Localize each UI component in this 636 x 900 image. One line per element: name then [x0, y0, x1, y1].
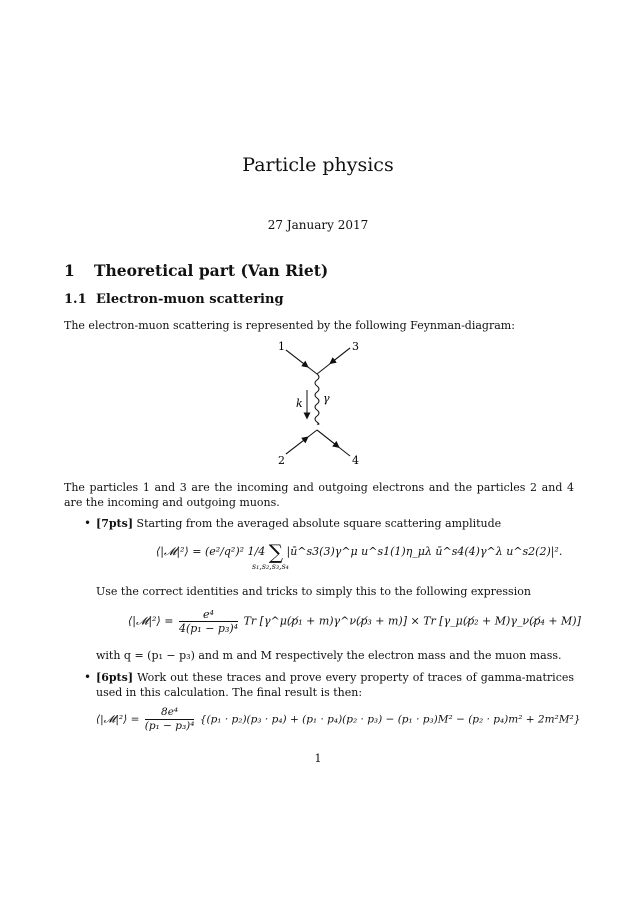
- eq1-factor: (e²/q²)²: [204, 545, 245, 558]
- photon-propagator: [315, 374, 319, 424]
- eq2-numerator: e⁴: [179, 608, 238, 622]
- bullet-marker: •: [84, 670, 92, 684]
- eq2-rhs: Tr [γ^μ(p̸₁ + m)γ^ν(p̸₃ + m)] × Tr [γ_μ(p̸₂ + M)γ_ν(p̸₄ + M)]: [243, 614, 581, 628]
- label-gamma: γ: [323, 392, 330, 405]
- eq2-denominator: 4(p₁ − p₃)⁴: [178, 622, 239, 635]
- equation-traces: [128, 608, 581, 635]
- eq1-lhs: ⟨|𝓜|²⟩ =: [156, 545, 202, 558]
- eq2-fraction: [179, 608, 238, 635]
- equation-final-result: [96, 706, 580, 733]
- bullet1-text: [96, 516, 574, 531]
- equation-amplitude: [156, 540, 562, 571]
- bullet1-definition: with q = (p₁ − p₃) and m and M respectively the electron mass and the muon mass.: [96, 649, 562, 662]
- eq3-rhs: {(p₁ · p₂)(p₃ · p₄) + (p₁ · p₄)(p₂ · p₃) − (p₁ · p₃)M² − (p₂ · p₄)m² + 2m²M²}: [199, 713, 581, 726]
- subsection-title: Electron-muon scattering: [96, 292, 284, 307]
- bullet2-text: [96, 670, 574, 700]
- bullet2-points: [6pts]: [96, 671, 134, 684]
- label-1: 1: [278, 340, 285, 353]
- feynman-diagram: [270, 338, 370, 473]
- label-k: k: [296, 397, 303, 410]
- eq1-rhs: |ū^s3(3)γ^μ u^s1(1)η_μλ ū^s4(4)γ^λ u^s2(2)|².: [286, 545, 563, 558]
- eq3-lhs: ⟨|𝓜|²⟩ =: [96, 713, 140, 726]
- eq3-denominator: (p₁ − p₃)⁴: [144, 720, 195, 732]
- page-number: 1: [314, 752, 322, 765]
- eq3-fraction: [145, 706, 195, 733]
- bullet1-followup: Use the correct identities and tricks to simply this to the following expression: [96, 585, 531, 598]
- label-4: 4: [352, 454, 359, 467]
- section-title: Theoretical part (Van Riet): [94, 261, 329, 280]
- subsection-heading: [64, 292, 284, 307]
- document-date: 27 January 2017: [267, 218, 369, 232]
- eq1-quarter: 1/4: [247, 545, 266, 558]
- section-number: 1: [64, 261, 75, 280]
- label-2: 2: [278, 454, 285, 467]
- eq3-numerator: 8e⁴: [145, 706, 195, 720]
- bullet-marker: •: [84, 516, 92, 530]
- sum-symbol: ∑: [268, 540, 284, 564]
- particles-paragraph: The particles 1 and 3 are the incoming and outgoing electrons and the particles 2 and 4 are the incoming and outgoing muons.: [64, 481, 574, 509]
- intro-paragraph: The electron-muon scattering is represented by the following Feynman-diagram:: [64, 319, 515, 332]
- bullet1-statement: Starting from the averaged absolute square scattering amplitude: [136, 517, 502, 530]
- section-heading: [64, 261, 328, 280]
- subsection-number: 1.1: [64, 292, 87, 307]
- eq2-lhs: ⟨|𝓜|²⟩ =: [128, 614, 174, 628]
- label-3: 3: [352, 340, 359, 353]
- bullet2-statement: Work out these traces and prove every property of traces of gamma-matrices used in this calculation. The final result is then:: [96, 671, 575, 699]
- document-title: Particle physics: [242, 154, 394, 176]
- eq1-sum-index: s₁,s₂,s₃,s₄: [252, 562, 289, 571]
- bullet1-points: [7pts]: [96, 517, 134, 530]
